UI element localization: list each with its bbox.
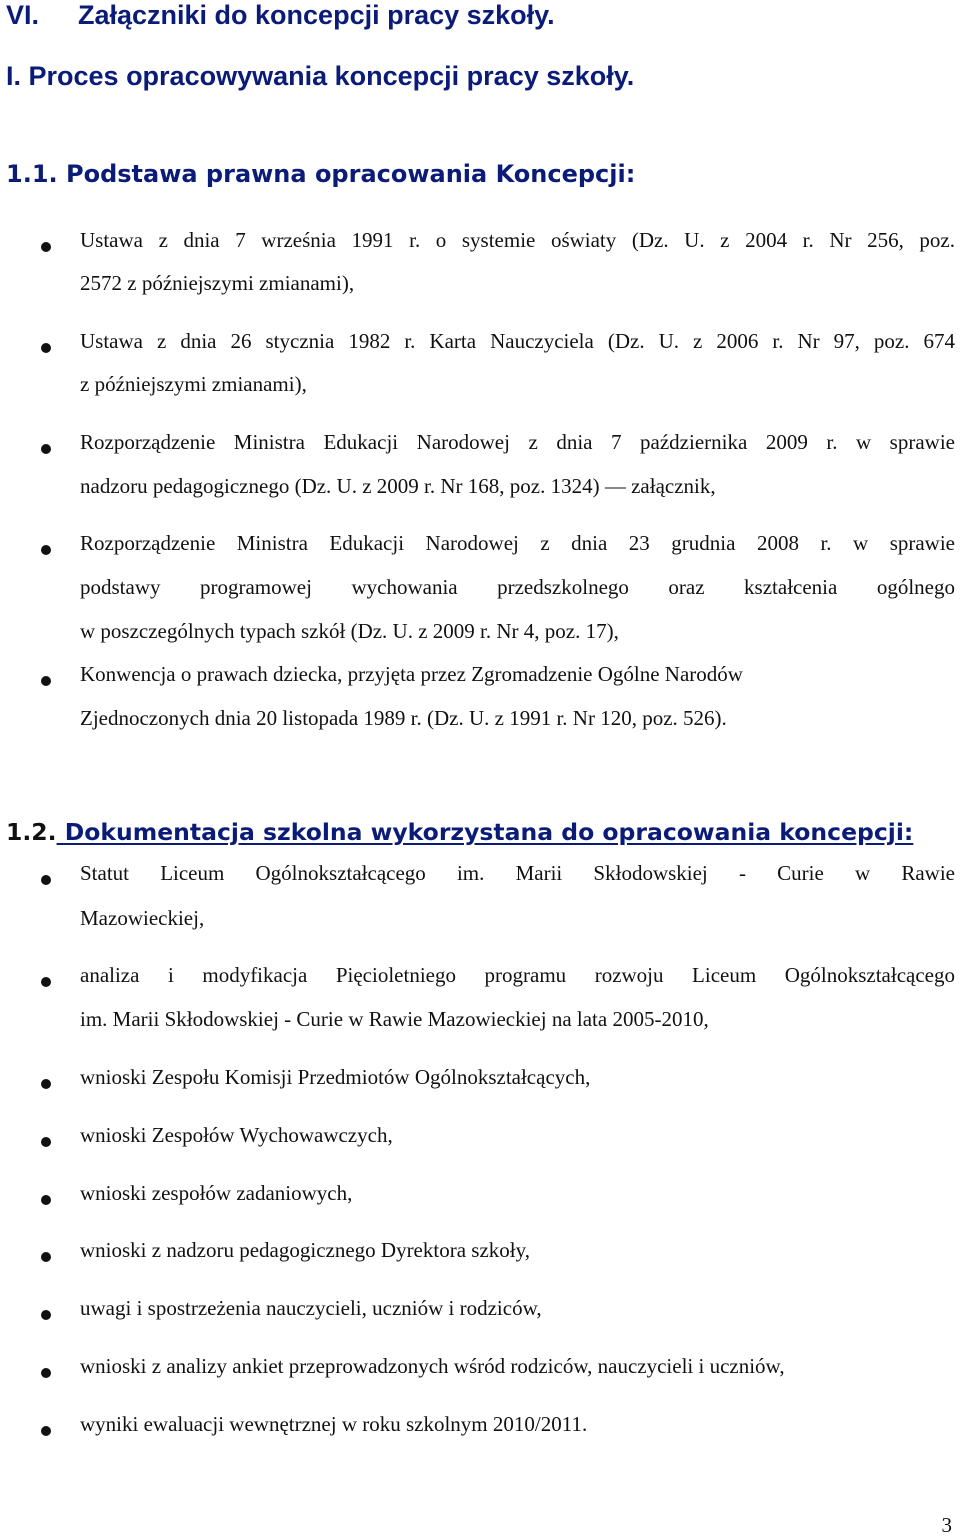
- list-item-line: Ustawa z dnia 26 stycznia 1982 r. Karta Nauczyciela (Dz. U. z 2006 r. Nr 97, poz. 674: [80, 329, 955, 353]
- list-item-line: wnioski zespołów zadaniowych,: [80, 1181, 353, 1205]
- bullet-icon: [41, 1426, 51, 1436]
- list-item-line: Rozporządzenie Ministra Edukacji Narodowej z dnia 23 grudnia 2008 r. w sprawie: [80, 531, 955, 555]
- list-item-line: Mazowieckiej,: [80, 906, 205, 930]
- chapter-number: VI.: [6, 0, 40, 30]
- chapter-title: Załączniki do koncepcji pracy szkoły.: [78, 0, 555, 30]
- list-item-line: wnioski z nadzoru pedagogicznego Dyrektora szkoły,: [80, 1238, 530, 1262]
- list-item-line: w poszczególnych typach szkół (Dz. U. z 2009 r. Nr 4, poz. 17),: [80, 619, 619, 643]
- bullet-icon: [41, 242, 51, 252]
- page-number: 3: [941, 1513, 952, 1537]
- list-item-line: Rozporządzenie Ministra Edukacji Narodowej z dnia 7 października 2009 r. w sprawie: [80, 430, 955, 454]
- bullet-icon: [41, 1137, 51, 1147]
- subsection-title: Dokumentacja szkolna wykorzystana do opracowania koncepcji:: [56, 818, 914, 846]
- list-item-line: podstawy programowej wychowania przedszkolnego oraz kształcenia ogólnego: [80, 575, 955, 599]
- subsection-heading-1-2: [6, 818, 913, 846]
- bullet-icon: [41, 444, 51, 454]
- bullet-icon: [41, 1310, 51, 1320]
- bullet-icon: [41, 676, 51, 686]
- bullet-icon: [41, 875, 51, 885]
- bullet-icon: [41, 1368, 51, 1378]
- list-item-line: z późniejszymi zmianami),: [80, 372, 307, 396]
- list-item-line: im. Marii Skłodowskiej - Curie w Rawie Mazowieckiej na lata 2005-2010,: [80, 1007, 709, 1031]
- list-item-line: analiza i modyfikacja Pięcioletniego programu rozwoju Liceum Ogólnokształcącego: [80, 963, 955, 987]
- list-item-line: nadzoru pedagogicznego (Dz. U. z 2009 r. Nr 168, poz. 1324) ― załącznik,: [80, 474, 716, 498]
- bullet-icon: [41, 1079, 51, 1089]
- list-item-line: Zjednoczonych dnia 20 listopada 1989 r. (Dz. U. z 1991 r. Nr 120, poz. 526).: [80, 706, 727, 730]
- list-item-line: Ustawa z dnia 7 września 1991 r. o systemie oświaty (Dz. U. z 2004 r. Nr 256, poz.: [80, 228, 955, 252]
- bullet-icon: [41, 343, 51, 353]
- bullet-icon: [41, 1252, 51, 1262]
- subsection-number: 1.2.: [6, 818, 57, 846]
- list-item-line: wnioski z analizy ankiet przeprowadzonych wśród rodziców, nauczycieli i uczniów,: [80, 1354, 785, 1378]
- list-item-line: uwagi i spostrzeżenia nauczycieli, uczniów i rodziców,: [80, 1296, 542, 1320]
- list-item-line: wyniki ewaluacji wewnętrznej w roku szkolnym 2010/2011.: [80, 1412, 588, 1436]
- bullet-icon: [41, 977, 51, 987]
- chapter-heading: [6, 0, 555, 31]
- list-item-line: Statut Liceum Ogólnokształcącego im. Marii Skłodowskiej - Curie w Rawie: [80, 861, 955, 885]
- section-heading: I. Proces opracowywania koncepcji pracy szkoły.: [6, 61, 635, 91]
- list-item-line: Konwencja o prawach dziecka, przyjęta przez Zgromadzenie Ogólne Narodów: [80, 662, 743, 686]
- list-item-line: wnioski Zespołu Komisji Przedmiotów Ogólnokształcących,: [80, 1065, 591, 1089]
- bullet-icon: [41, 1195, 51, 1205]
- list-item-line: 2572 z późniejszymi zmianami),: [80, 271, 355, 295]
- list-item-line: wnioski Zespołów Wychowawczych,: [80, 1123, 393, 1147]
- bullet-icon: [41, 545, 51, 555]
- subsection-heading-1-1: 1.1. Podstawa prawna opracowania Koncepcji:: [6, 160, 636, 188]
